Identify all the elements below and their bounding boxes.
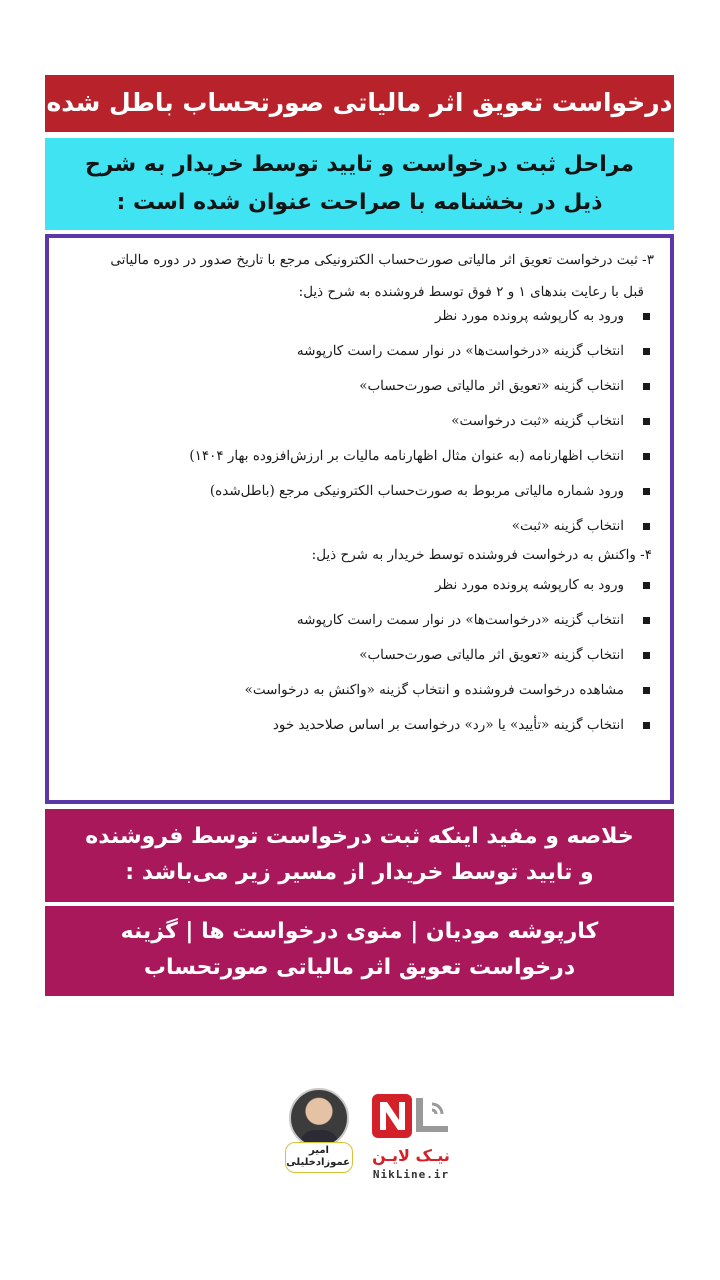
section-4-step: ورود به کارپوشه پرونده مورد نظر	[63, 568, 654, 603]
intro-line-2: ذیل در بخشنامه با صراحت عنوان شده است :	[116, 190, 603, 215]
bullet-icon	[643, 383, 650, 390]
author-first-name: امیر	[309, 1145, 329, 1156]
intro-banner	[45, 138, 674, 230]
section-3-step: انتخاب گزینه «ثبت درخواست»	[63, 404, 654, 439]
summary-banner	[45, 809, 674, 902]
summary-line-2: و تایید توسط خریدار از مسیر زیر می‌باشد :	[125, 860, 594, 885]
bullet-icon	[643, 722, 650, 729]
menu-path-line-2: درخواست تعویق اثر مالیاتی صورتحساب	[143, 955, 576, 980]
section-4-step: مشاهده درخواست فروشنده و انتخاب گزینه «واکنش به درخواست»	[63, 673, 654, 708]
section-3-step: ورود شماره مالیاتی مربوط به صورت‌حساب الکترونیکی مرجع (باطل‌شده)	[63, 474, 654, 509]
author-last-name: عموزادخلیلی	[286, 1157, 350, 1168]
bullet-icon	[643, 652, 650, 659]
section-4-step: انتخاب گزینه «درخواست‌ها» در نوار سمت راست کارپوشه	[63, 603, 654, 638]
logo-text-fa: نیـک لایـن	[372, 1146, 450, 1165]
bullet-icon	[643, 582, 650, 589]
title-text: درخواست تعویق اثر مالیاتی صورتحساب باطل شده	[46, 88, 673, 117]
bullet-icon	[643, 488, 650, 495]
section-4-heading: ۴- واکنش به درخواست فروشنده توسط خریدار به شرح ذیل:	[311, 547, 652, 563]
section-4-step: انتخاب گزینه «تأیید» یا «رد» درخواست بر اساس صلاحدید خود	[63, 708, 654, 743]
nikline-logo-icon	[370, 1090, 450, 1140]
menu-path-banner	[45, 906, 674, 996]
section-3-step: ورود به کارپوشه پرونده مورد نظر	[63, 299, 654, 334]
avatar	[289, 1088, 349, 1148]
section-3-heading	[63, 251, 654, 300]
intro-line-1: مراحل ثبت درخواست و تایید توسط خریدار به شرح	[84, 152, 635, 177]
section-3-step: انتخاب گزینه «ثبت»	[63, 509, 654, 544]
section-3-step: انتخاب گزینه «درخواست‌ها» در نوار سمت راست کارپوشه	[63, 334, 654, 369]
bullet-icon	[643, 617, 650, 624]
bullet-icon	[643, 418, 650, 425]
circular-excerpt	[45, 234, 674, 804]
section-3-heading-line-2: قبل با رعایت بندهای ۱ و ۲ فوق توسط فروشنده به شرح ذیل:	[298, 284, 644, 300]
author-badge	[285, 1088, 353, 1173]
author-name	[285, 1142, 353, 1173]
bullet-icon	[643, 523, 650, 530]
section-3-step: انتخاب گزینه «تعویق اثر مالیاتی صورت‌حساب»	[63, 369, 654, 404]
section-4-step: انتخاب گزینه «تعویق اثر مالیاتی صورت‌حساب»	[63, 638, 654, 673]
section-4-steps	[63, 568, 654, 743]
bullet-icon	[643, 348, 650, 355]
title-banner	[45, 75, 674, 132]
bullet-icon	[643, 687, 650, 694]
nikline-logo	[366, 1088, 456, 1188]
section-3-heading-line-1: ۳- ثبت درخواست تعویق اثر مالیاتی صورت‌حساب الکترونیکی مرجع با تاریخ صدور در دوره مالیاتی	[110, 252, 654, 268]
menu-path-line-1: کارپوشه مودیان | منوی درخواست ها | گزینه	[120, 919, 599, 944]
logo-text-en: NikLine.ir	[372, 1168, 450, 1181]
bullet-icon	[643, 453, 650, 460]
section-3-step: انتخاب اظهارنامه (به عنوان مثال اظهارنامه مالیات بر ارزش‌افزوده بهار ۱۴۰۴)	[63, 439, 654, 474]
section-3-steps	[63, 299, 654, 544]
summary-line-1: خلاصه و مفید اینکه ثبت درخواست توسط فروشنده	[85, 824, 634, 849]
bullet-icon	[643, 313, 650, 320]
